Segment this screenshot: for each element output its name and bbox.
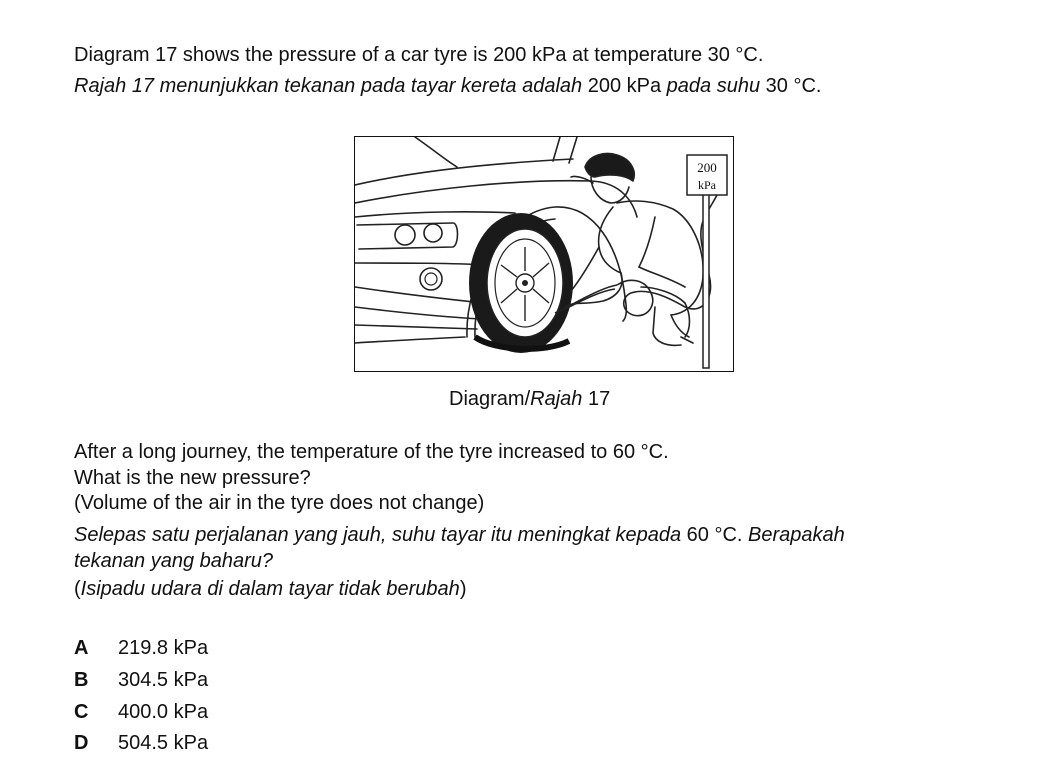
option-text: 219.8 kPa [118,637,209,659]
headlight-left-icon [395,225,415,245]
option-letter: A [74,637,89,659]
caption-number: 17 [587,388,611,410]
option-d[interactable] [74,731,208,755]
question-malay-line-3 [74,577,466,601]
option-letter: C [74,701,89,723]
malay-3-close: ) [459,578,467,600]
option-letter: B [74,669,89,691]
intro-malay-value-2: 30 °C. [765,75,822,97]
intro-malay [74,74,821,98]
gauge-value: 200 [697,160,717,175]
question-malay-line-2: tekanan yang baharu? [74,550,274,572]
option-a[interactable] [74,636,208,660]
gauge-unit: kPa [698,178,716,192]
question-english-line-3: (Volume of the air in the tyre does not change) [74,492,485,514]
man-figure [565,154,703,346]
option-c[interactable] [74,700,208,724]
caption-prefix: Diagram/ [449,388,531,410]
option-text: 304.5 kPa [118,669,209,691]
malay-3-italic: Isipadu udara di dalam tayar tidak berubah [80,578,460,600]
option-text: 504.5 kPa [118,732,209,754]
question-malay-1a: Selepas satu perjalanan yang jauh, suhu tayar itu meningkat kepada [74,524,682,546]
intro-malay-value: 200 kPa [587,75,662,97]
gauge-post [703,193,709,368]
diagram-17-figure [354,136,734,372]
fog-light-icon [420,268,442,290]
option-b[interactable] [74,668,208,692]
malay-3-open: ( [74,578,81,600]
car-tyre-illustration [355,137,732,370]
intro-malay-italic: Rajah 17 menunjukkan tekanan pada tayar kereta adalah [74,75,583,97]
question-malay-1b: Berapakah [748,524,845,546]
option-text: 400.0 kPa [118,701,209,723]
option-letter: D [74,732,89,754]
question-english-line-2: What is the new pressure? [74,467,311,489]
intro-english: Diagram 17 shows the pressure of a car tyre is 200 kPa at temperature 30 °C. [74,44,764,66]
intro-malay-italic-2: pada suhu [666,75,761,97]
question-malay-line-1 [74,523,845,547]
question-english-line-1: After a long journey, the temperature of the tyre increased to 60 °C. [74,441,669,463]
question-malay-1-value: 60 °C. [686,524,743,546]
figure-caption [449,387,610,411]
caption-italic: Rajah [530,388,583,410]
headlight-right-icon [424,224,442,242]
